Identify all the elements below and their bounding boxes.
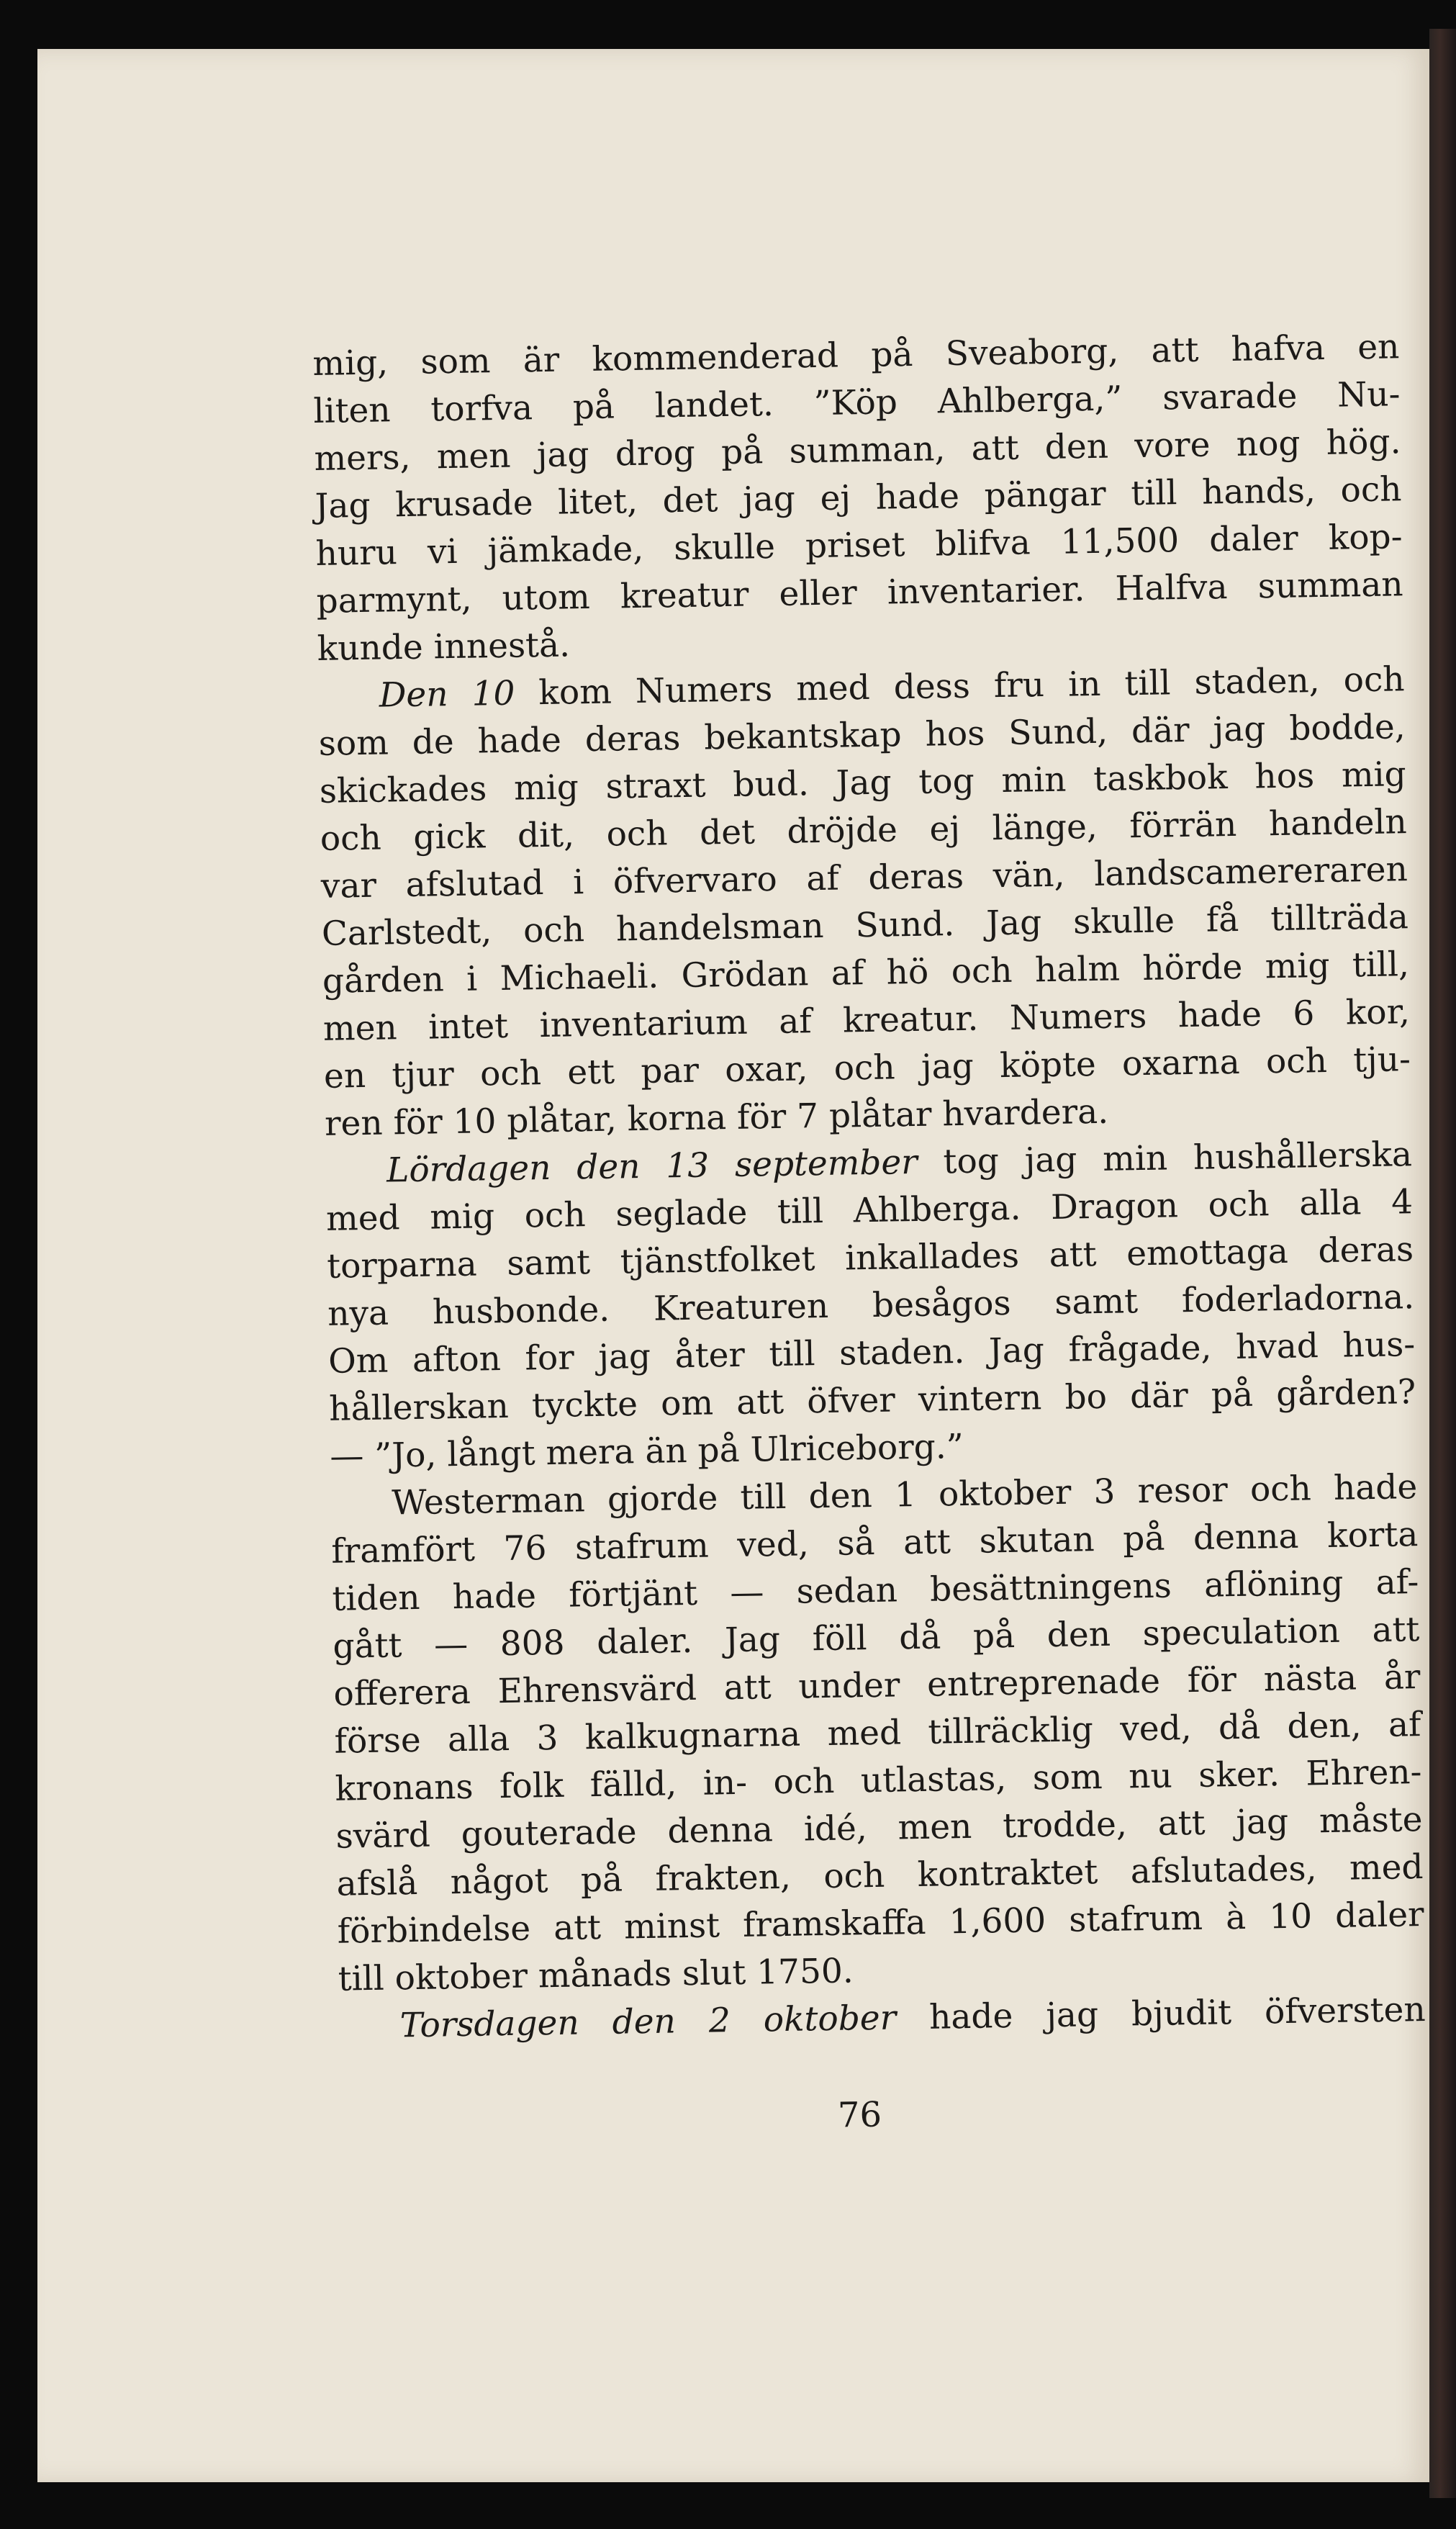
line-text: och gick dit, och det dröjde ej länge, förrän handeln — [320, 802, 1408, 859]
line-text: kronans folk fälld, in- och utlastas, som nu sker. Ehren- — [335, 1752, 1422, 1809]
line-text: kunde innestå. — [317, 625, 571, 669]
italic-date: Den 10 — [379, 673, 515, 716]
line-text: kom Numers med dess fru in till staden, och — [514, 659, 1406, 713]
line-text: hållerskan tyckte om att öfver vintern bo där på gården? — [328, 1372, 1416, 1429]
line-text: svärd gouterade denna idé, men trodde, att jag måste — [335, 1800, 1423, 1857]
line-text: var afslutad i öfvervaro af deras vän, landscamereraren — [320, 849, 1408, 906]
line-text: till oktober månads slut 1750. — [338, 1951, 854, 1999]
line-text: skickades mig straxt bud. Jag tog min taskbok hos mig — [319, 754, 1407, 811]
line-text: liten torfva på landet. ”Köp Ahlberga,” svarade Nu- — [313, 374, 1401, 431]
line-text: mers, men jag drog på summan, att den vore nog hög. — [314, 422, 1401, 479]
book-page — [37, 49, 1429, 2482]
line-text: afslå något på frakten, och kontraktet afslutades, med — [336, 1847, 1424, 1904]
line-text: hade jag bjudit öfversten — [895, 1989, 1426, 2038]
italic-date: Torsdagen den 2 oktober — [399, 1998, 897, 2046]
line-text: Carlstedt, och handelsman Sund. Jag skulle få tillträda — [321, 897, 1409, 954]
line-text: parmynt, utom kreatur eller inventarier. Halfva summan — [316, 564, 1403, 621]
italic-date: Lördagen den 13 september — [386, 1142, 918, 1191]
line-text: torparna samt tjänstfolket inkallades att emottaga deras — [326, 1230, 1414, 1286]
line-text: förse alla 3 kalkugnarna med tillräcklig ved, då den, af — [334, 1705, 1421, 1762]
line-text: gått — 808 daler. Jag föll då på den speculation att — [333, 1610, 1420, 1667]
body-text — [312, 323, 1426, 2050]
line-text: nya husbonde. Kreaturen besågos samt foderladorna. — [327, 1277, 1415, 1334]
line-text: med mig och seglade till Ahlberga. Dragon och alla 4 — [325, 1182, 1414, 1239]
book-spine — [1429, 29, 1456, 2498]
line-text: Jag krusade litet, det jag ej hade pängar till hands, och — [315, 469, 1402, 526]
line-text: mig, som är kommenderad på Sveaborg, att hafva en — [312, 327, 1400, 384]
line-text: — ”Jo, långt mera än på Ulriceborg.” — [329, 1426, 964, 1477]
page-number: 76 — [837, 2094, 882, 2136]
line-text: tog jag min hushållerska — [917, 1135, 1413, 1182]
line-text: men intet inventarium af kreatur. Numers hade 6 kor, — [322, 992, 1411, 1049]
line-text: som de hade deras bekantskap hos Sund, där jag bodde, — [318, 707, 1406, 764]
line-text: Westerman gjorde till den 1 oktober 3 resor och hade — [391, 1467, 1418, 1523]
line-text: en tjur och ett par oxar, och jag köpte oxarna och tju- — [323, 1040, 1411, 1096]
line-text: gården i Michaeli. Grödan af hö och halm hörde mig till, — [322, 945, 1410, 1001]
line-text: förbindelse att minst framskaffa 1,600 stafrum à 10 daler — [337, 1895, 1424, 1952]
line-text: framfört 76 stafrum ved, så att skutan på denna korta — [330, 1515, 1419, 1572]
line-text: tiden hade förtjänt — sedan besättningens aflöning af- — [332, 1562, 1419, 1619]
line-text: Om afton for jag åter till staden. Jag frågade, hvad hus- — [327, 1325, 1416, 1381]
line-text: ren för 10 plåtar, korna för 7 plåtar hvardera. — [324, 1091, 1109, 1144]
line-text: offerera Ehrensvärd att under entreprenade för nästa år — [333, 1657, 1421, 1714]
line-text: huru vi jämkade, skulle priset blifva 11,500 daler kop- — [315, 517, 1403, 574]
